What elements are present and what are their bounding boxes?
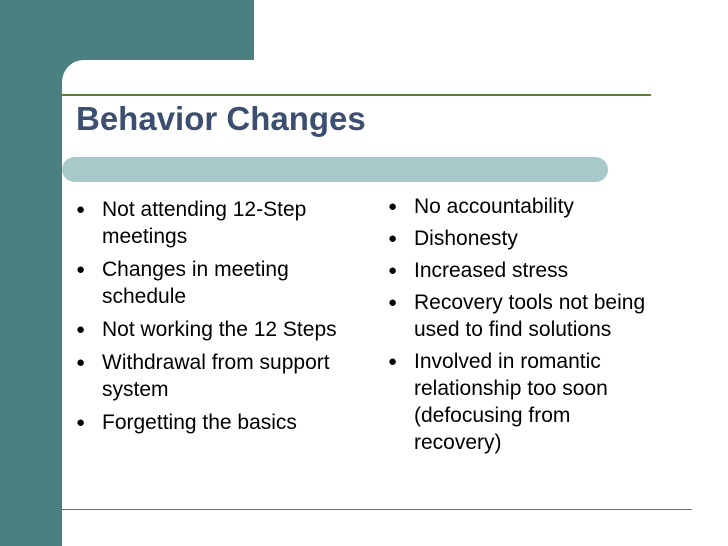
right-bullet-list (386, 193, 646, 461)
bullet-icon: ● (76, 414, 86, 431)
list-item (74, 409, 344, 436)
accent-bar (62, 157, 608, 182)
bullet-icon: ● (388, 198, 398, 215)
list-item-text: Forgetting the basics (102, 411, 297, 434)
list-item (386, 225, 646, 252)
bullet-icon: ● (76, 201, 86, 218)
list-item-text: Increased stress (414, 259, 569, 282)
list-item (386, 289, 646, 343)
list-item (74, 316, 344, 343)
list-item (74, 256, 344, 310)
list-item (74, 196, 344, 250)
list-item-text: Withdrawal from support system (102, 351, 330, 401)
list-item-text: Recovery tools not being used to find solutions (414, 291, 646, 341)
list-item-text: Dishonesty (414, 227, 518, 250)
bullet-icon: ● (76, 321, 86, 338)
list-item (386, 257, 646, 284)
bullet-icon: ● (76, 261, 86, 278)
list-item-text: No accountability (414, 195, 574, 218)
bullet-icon: ● (388, 230, 398, 247)
bottom-rule-line (30, 509, 692, 510)
bullet-icon: ● (388, 353, 398, 370)
list-item (386, 193, 646, 220)
bullet-icon: ● (388, 262, 398, 279)
title-rule-line (62, 94, 651, 96)
bullet-icon: ● (76, 354, 86, 371)
list-item (386, 348, 646, 456)
slide-title: Behavior Changes (76, 100, 366, 137)
bullet-icon: ● (388, 294, 398, 311)
left-bullet-list (74, 196, 344, 442)
list-item-text: Not working the 12 Steps (102, 318, 337, 341)
list-item-text: Not attending 12-Step meetings (102, 198, 307, 248)
list-item-text: Involved in romantic relationship too soon (defocusing from recovery) (414, 350, 608, 454)
list-item-text: Changes in meeting schedule (102, 258, 289, 308)
list-item (74, 349, 344, 403)
